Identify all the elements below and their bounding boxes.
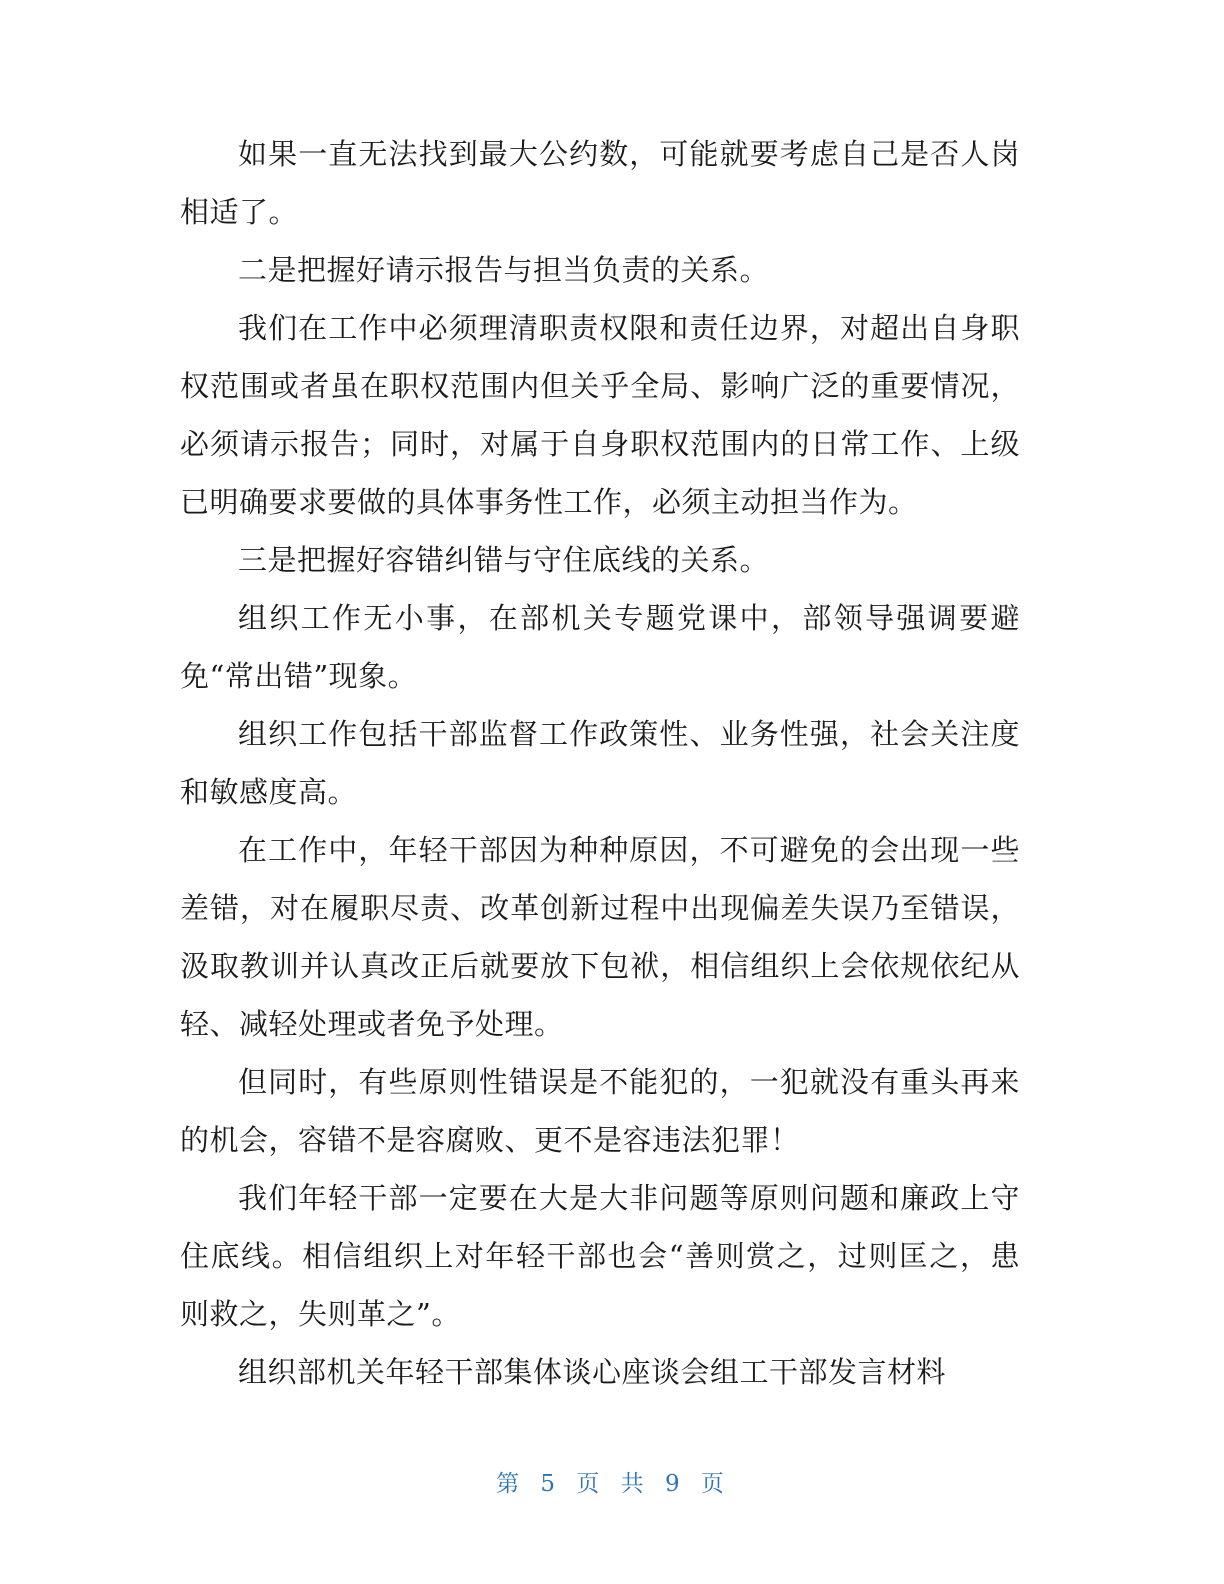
document-body	[180, 125, 1020, 1401]
paragraph-7: 在工作中，年轻干部因为种种原因，不可避免的会出现一些差错，对在履职尽责、改革创新过程中出现偏差失误乃至错误，汲取教训并认真改正后就要放下包袱，相信组织上会依规依纪从轻、减轻处理或者免予处理。	[180, 833, 1020, 1041]
paragraph-9: 我们年轻干部一定要在大是大非问题等原则问题和廉政上守住底线。相信组织上对年轻干部也会“善则赏之，过则匡之，患则救之，失则革之”。	[180, 1181, 1020, 1331]
paragraph-4: 三是把握好容错纠错与守住底线的关系。	[238, 543, 770, 577]
paragraph-6: 组织工作包括干部监督工作政策性、业务性强，社会关注度和敏感度高。	[180, 717, 1020, 809]
paragraph-2: 二是把握好请示报告与担当负责的关系。	[238, 253, 770, 287]
page-number-footer: 第 5 页 共 9 页	[496, 1471, 728, 1497]
paragraph-8: 但同时，有些原则性错误是不能犯的，一犯就没有重头再来的机会，容错不是容腐败、更不是容违法犯罪！	[180, 1065, 1020, 1157]
paragraph-3: 我们在工作中必须理清职责权限和责任边界，对超出自身职权范围或者虽在职权范围内但关乎全局、影响广泛的重要情况，必须请示报告；同时，对属于自身职权范围内的日常工作、上级已明确要求要做的具体事务性工作，必须主动担当作为。	[180, 311, 1020, 519]
document-title-line: 组织部机关年轻干部集体谈心座谈会组工干部发言材料	[238, 1355, 947, 1389]
paragraph-5: 组织工作无小事，在部机关专题党课中，部领导强调要避免“常出错”现象。	[180, 601, 1020, 693]
paragraph-1: 如果一直无法找到最大公约数，可能就要考虑自己是否人岗相适了。	[180, 137, 1020, 229]
